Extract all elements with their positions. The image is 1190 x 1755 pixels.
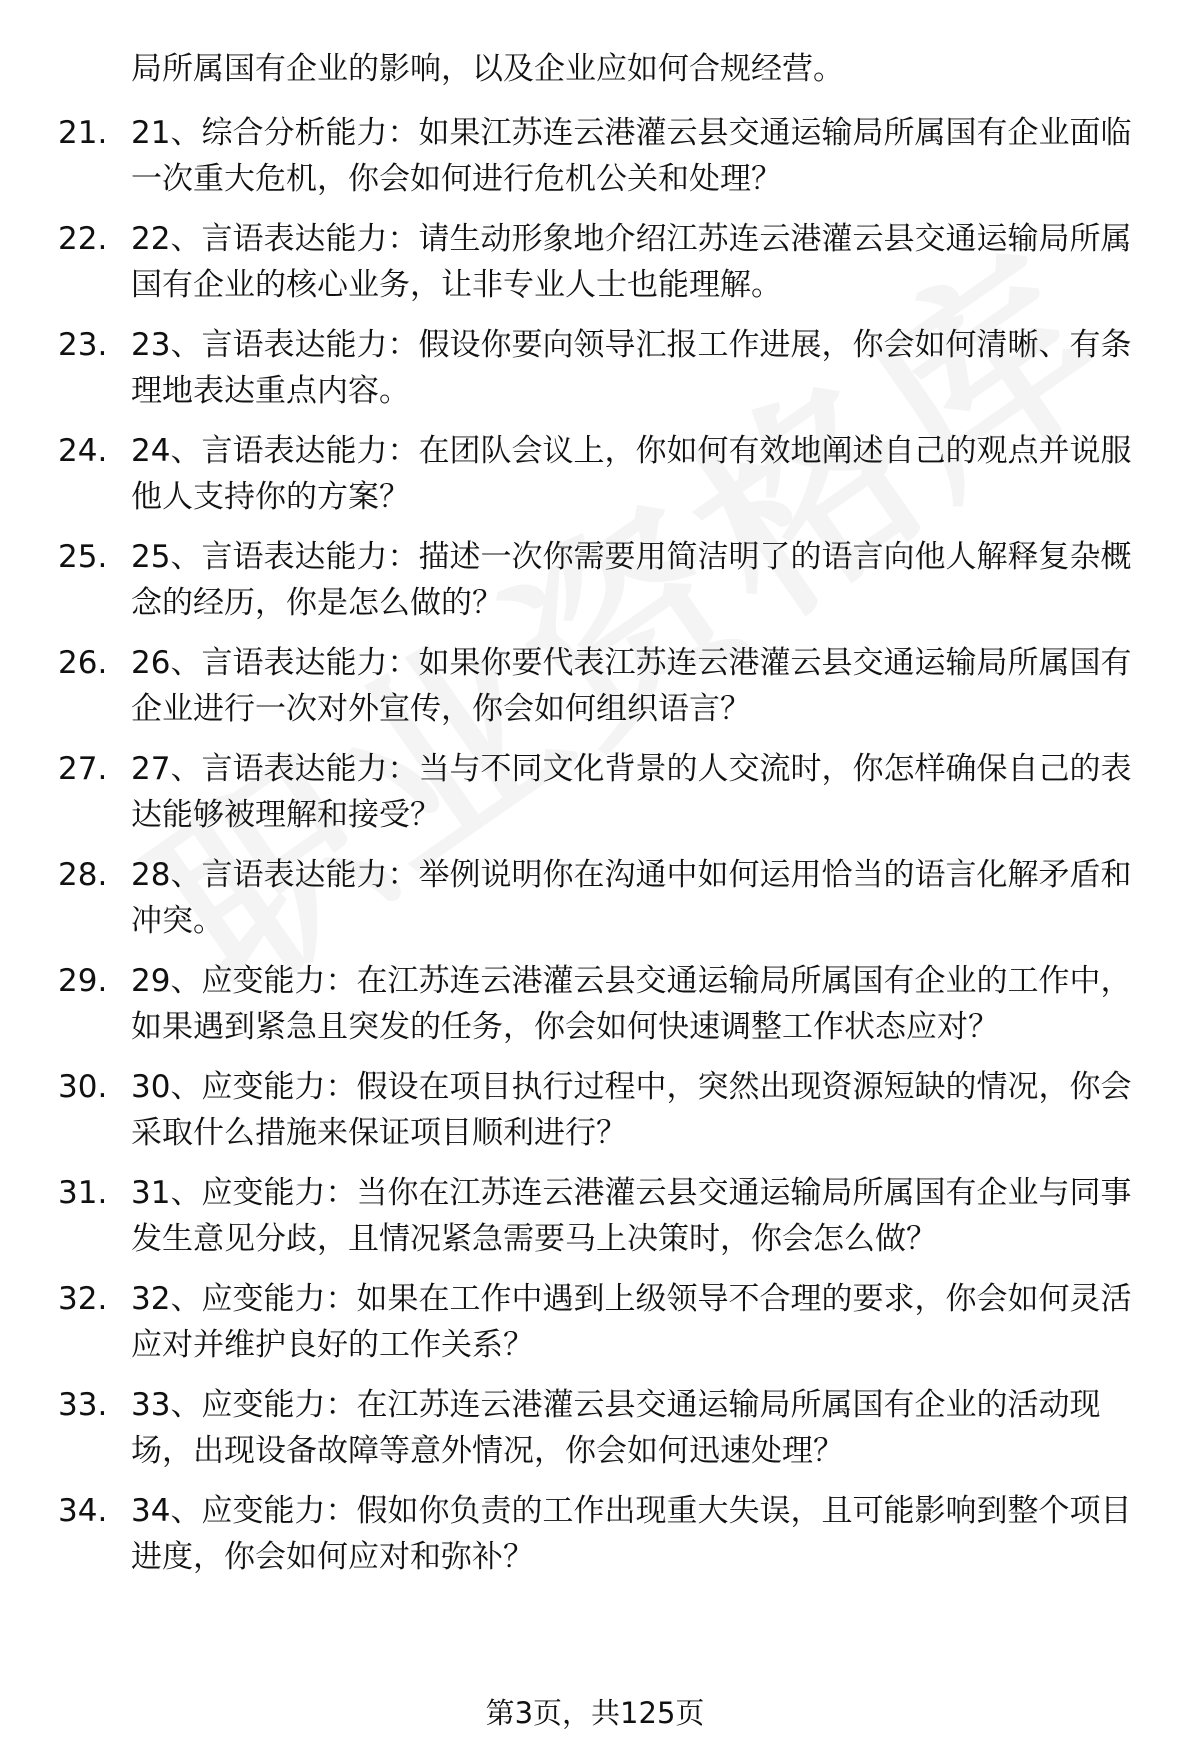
question-text: 26、言语表达能力：如果你要代表江苏连云港灌云县交通运输局所属国有企业进行一次对外宣传，你会如何组织语言？ [131, 645, 1132, 727]
question-item [0, 322, 1190, 414]
question-item [0, 534, 1190, 626]
question-item [0, 428, 1190, 520]
question-item [0, 110, 1190, 202]
question-number: 31. [58, 1175, 108, 1211]
question-text: 21、综合分析能力：如果江苏连云港灌云县交通运输局所属国有企业面临一次重大危机，你会如何进行危机公关和处理？ [131, 115, 1132, 197]
question-item [0, 852, 1190, 944]
question-number: 29. [58, 963, 108, 999]
question-number: 34. [58, 1493, 108, 1529]
question-item [0, 640, 1190, 732]
question-number: 21. [58, 115, 108, 151]
question-item [0, 1276, 1190, 1368]
question-item [0, 1170, 1190, 1262]
question-text: 27、言语表达能力：当与不同文化背景的人交流时，你怎样确保自己的表达能够被理解和接受？ [131, 751, 1132, 833]
question-number: 23. [58, 327, 108, 363]
continuation-text: 局所属国有企业的影响，以及企业应如何合规经营。 [131, 51, 844, 87]
question-text: 32、应变能力：如果在工作中遇到上级领导不合理的要求，你会如何灵活应对并维护良好的工作关系？ [131, 1281, 1132, 1363]
question-number: 26. [58, 645, 108, 681]
question-number: 22. [58, 221, 108, 257]
question-number: 28. [58, 857, 108, 893]
question-number: 30. [58, 1069, 108, 1105]
question-text: 29、应变能力：在江苏连云港灌云县交通运输局所属国有企业的工作中，如果遇到紧急且突发的任务，你会如何快速调整工作状态应对？ [131, 963, 1132, 1045]
question-text: 24、言语表达能力：在团队会议上，你如何有效地阐述自己的观点并说服他人支持你的方案？ [131, 433, 1132, 515]
question-number: 25. [58, 539, 108, 575]
question-item [0, 958, 1190, 1050]
question-number: 24. [58, 433, 108, 469]
question-item [0, 216, 1190, 308]
question-text: 30、应变能力：假设在项目执行过程中，突然出现资源短缺的情况，你会采取什么措施来保证项目顺利进行？ [131, 1069, 1132, 1151]
question-text: 25、言语表达能力：描述一次你需要用简洁明了的语言向他人解释复杂概念的经历，你是怎么做的？ [131, 539, 1132, 621]
question-text: 28、言语表达能力：举例说明你在沟通中如何运用恰当的语言化解矛盾和冲突。 [131, 857, 1132, 939]
question-text: 23、言语表达能力：假设你要向领导汇报工作进展，你会如何清晰、有条理地表达重点内容。 [131, 327, 1132, 409]
question-number: 32. [58, 1281, 108, 1317]
question-list [0, 110, 1190, 1594]
question-item [0, 1064, 1190, 1156]
question-item [0, 746, 1190, 838]
question-text: 22、言语表达能力：请生动形象地介绍江苏连云港灌云县交通运输局所属国有企业的核心业务，让非专业人士也能理解。 [131, 221, 1132, 303]
question-number: 27. [58, 751, 108, 787]
question-text: 33、应变能力：在江苏连云港灌云县交通运输局所属国有企业的活动现场，出现设备故障等意外情况，你会如何迅速处理？ [131, 1387, 1101, 1469]
question-text: 34、应变能力：假如你负责的工作出现重大失误，且可能影响到整个项目进度，你会如何应对和弥补？ [131, 1493, 1132, 1575]
question-item [0, 1382, 1190, 1474]
page-footer: 第3页，共125页 [485, 1696, 705, 1730]
question-text: 31、应变能力：当你在江苏连云港灌云县交通运输局所属国有企业与同事发生意见分歧，且情况紧急需要马上决策时，你会怎么做？ [131, 1175, 1132, 1257]
question-number: 33. [58, 1387, 108, 1423]
question-item [0, 1488, 1190, 1580]
